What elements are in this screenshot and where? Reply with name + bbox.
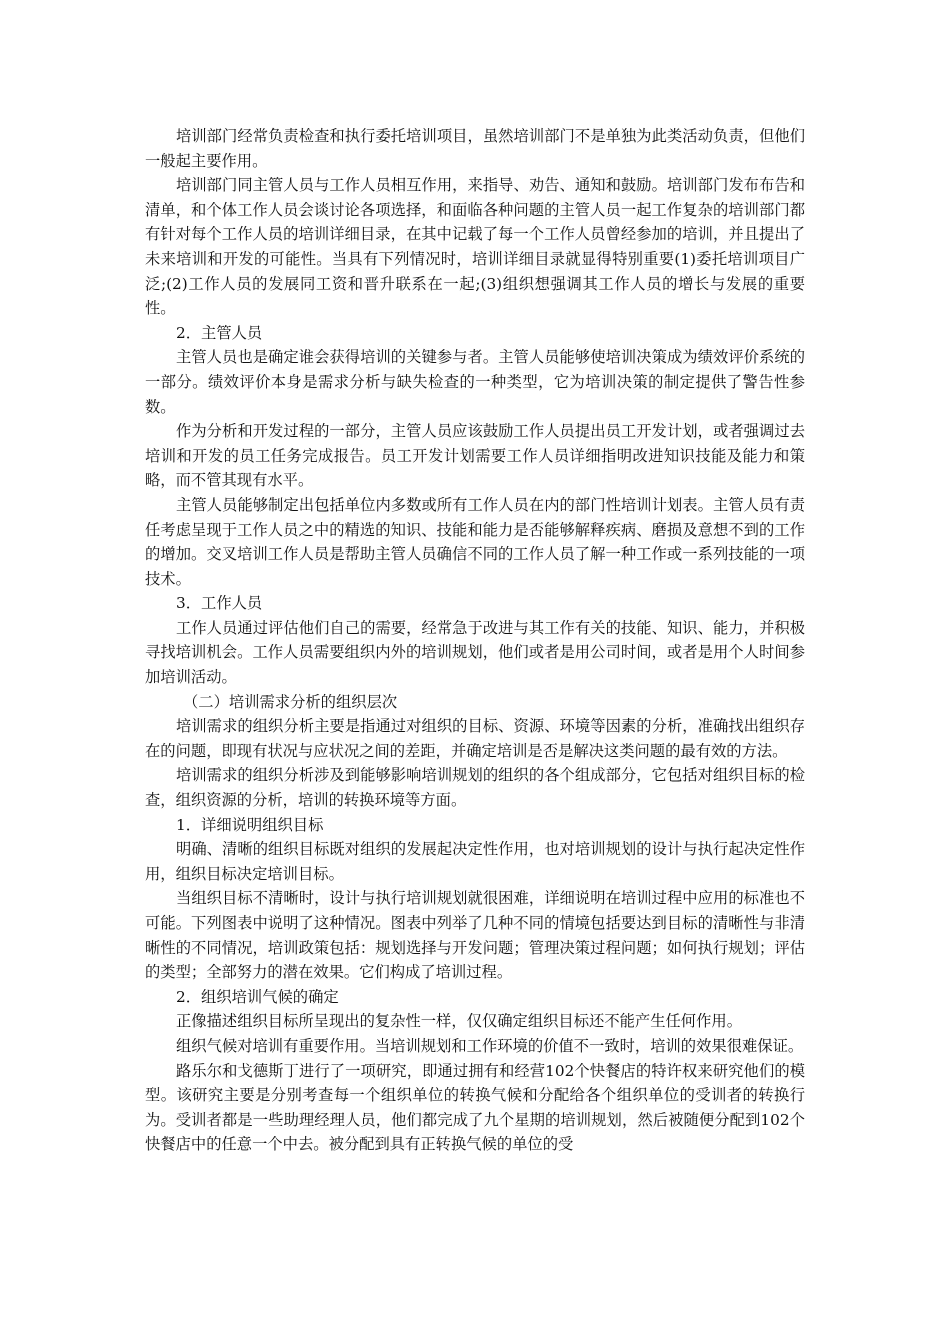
paragraph-4: 作为分析和开发过程的一部分，主管人员应该鼓励工作人员提出员工开发计划，或者强调过去培训和开发的员工任务完成报告。员工开发计划需要工作人员详细指明改进知识技能及能力和策略，而不管其现有水平。 <box>145 422 805 490</box>
paragraph-7: 培训需求的组织分析主要是指通过对组织的目标、资源、环境等因素的分析，准确找出组织存在的问题，即现有状况与应状况之间的差距，并确定培训是否是解决这类问题的最有效的方法。 <box>145 717 805 760</box>
paragraph-9: 明确、清晰的组织目标既对组织的发展起决定性作用，也对培训规划的设计与执行起决定性作用，组织目标决定培训目标。 <box>145 840 805 883</box>
paragraph-1: 培训部门经常负责检查和执行委托培训项目，虽然培训部门不是单独为此类活动负责，但他们一般起主要作用。 <box>145 127 805 170</box>
paragraph-5: 主管人员能够制定出包括单位内多数或所有工作人员在内的部门性培训计划表。主管人员有责任考虑呈现于工作人员之中的精选的知识、技能和能力是否能够解释疾病、磨损及意想不到的工作的增加。交叉培训工作人员是帮助主管人员确信不同的工作人员了解一种工作或一系列技能的一项技术。 <box>145 495 805 588</box>
paragraph-10: 当组织目标不清晰时，设计与执行培训规划就很困难，详细说明在培训过程中应用的标准也不可能。下列图表中说明了这种情况。图表中列举了几种不同的情境包括要达到目标的清晰性与非清晰性的不同情况，培训政策包括：规划选择与开发问题；管理决策过程问题；如何执行规划；评估的类型；全部努力的潜在效果。它们构成了培训过程。 <box>145 889 805 982</box>
section-heading-staff: 3．工作人员 <box>176 594 263 613</box>
paragraph-3: 主管人员也是确定谁会获得培训的关键参与者。主管人员能够使培训决策成为绩效评价系统的一部分。绩效评价本身是需求分析与缺失检查的一种类型，它为培训决策的制定提供了警告性参数。 <box>145 348 805 416</box>
paragraph-2: 培训部门同主管人员与工作人员相互作用，来指导、劝告、通知和鼓励。培训部门发布布告和清单，和个体工作人员会谈讨论各项选择，和面临各种问题的主管人员一起工作复杂的培训部门都有针对每个工作人员的培训详细目录，在其中记载了每一个工作人员曾经参加的培训，并且提出了未来培训和开发的可能性。当具有下列情况时，培训详细目录就显得特别重要(1)委托培训项目广泛;(2)工作人员的发展同工资和晋升联系在一起;(3)组织想强调其工作人员的增长与发展的重要性。 <box>145 176 805 318</box>
section-heading-organization-level: （二）培训需求分析的组织层次 <box>183 692 398 711</box>
paragraph-8: 培训需求的组织分析涉及到能够影响培训规划的组织的各个组成部分，它包括对组织目标的检查，组织资源的分析，培训的转换环境等方面。 <box>145 766 805 810</box>
paragraph-13: 路乐尔和戈德斯丁进行了一项研究，即通过拥有和经营102个快餐店的特许权来研究他们的模型。该研究主要是分别考查每一个组织单位的转换气候和分配给各个组织单位的受训者的转换行为。受训者都是一些助理经理人员，他们都完成了九个星期的培训规划，然后被随便分配到102个快餐店中的任意一个中去。被分配到具有正转换气候的单位的受 <box>145 1061 805 1154</box>
section-heading-supervisors: 2．主管人员 <box>176 323 263 342</box>
section-heading-org-goals: 1．详细说明组织目标 <box>176 815 324 834</box>
paragraph-6: 工作人员通过评估他们自己的需要，经常急于改进与其工作有关的技能、知识、能力，并积极寻找培训机会。工作人员需要组织内外的培训规划，他们或者是用公司时间，或者是用个人时间参加培训活动。 <box>145 618 805 687</box>
paragraph-11: 正像描述组织目标所呈现出的复杂性一样，仅仅确定组织目标还不能产生任何作用。 <box>176 1012 742 1031</box>
paragraph-12: 组织气候对培训有重要作用。当培训规划和工作环境的价值不一致时，培训的效果很难保证。 <box>176 1036 804 1055</box>
section-heading-training-climate: 2．组织培训气候的确定 <box>176 987 339 1006</box>
document-body <box>145 124 805 1157</box>
